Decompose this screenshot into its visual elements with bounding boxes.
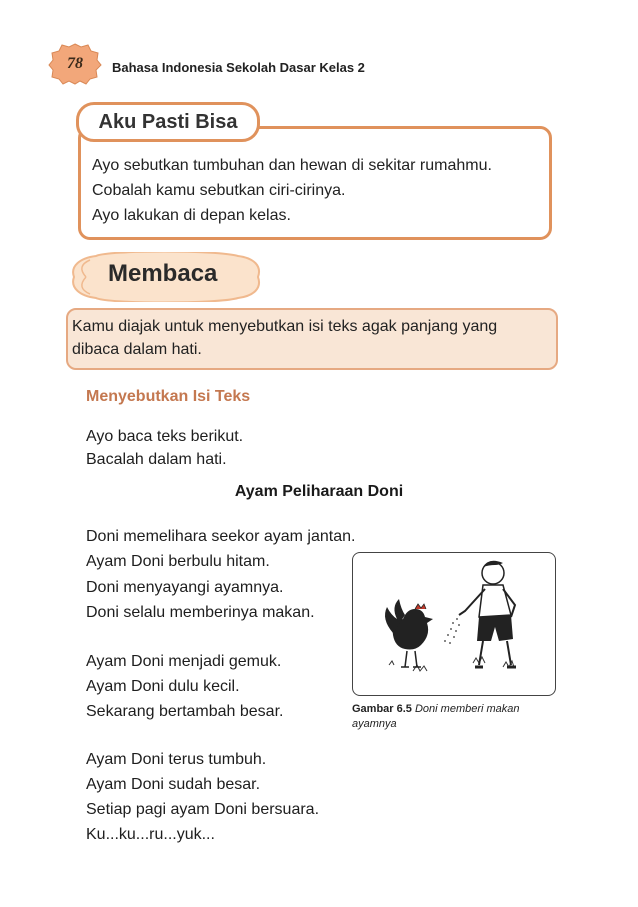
caption-label: Gambar 6.5 [352,703,412,715]
figure-caption [352,703,520,715]
story-line: Ayam Doni terus tumbuh. [86,751,267,768]
story-line: Doni menyayangi ayamnya. [86,579,284,596]
story-line: Ayam Doni dulu kecil. [86,678,240,695]
instruction-line: Ayo baca teks berikut. [86,428,244,445]
story-line: Ayam Doni menjadi gemuk. [86,653,282,670]
story-line: Sekarang bertambah besar. [86,703,284,720]
story-line: Ku...ku...ru...yuk... [86,826,215,843]
story-line: Setiap pagi ayam Doni bersuara. [86,801,320,818]
apb-line: Ayo sebutkan tumbuhan dan hewan di sekitar rumahmu. [92,157,492,174]
story-title: Ayam Peliharaan Doni [234,483,404,500]
page-number-badge [48,42,102,86]
membaca-badge [68,252,264,302]
apb-line: Cobalah kamu sebutkan ciri-cirinya. [92,182,346,199]
apb-line: Ayo lakukan di depan kelas. [92,207,291,224]
story-line: Ayam Doni berbulu hitam. [86,553,270,570]
book-title: Bahasa Indonesia Sekolah Dasar Kelas 2 [112,60,365,75]
aku-pasti-bisa-label: Aku Pasti Bisa [76,102,260,142]
boy-feeding-rooster-icon [353,553,556,696]
section-heading: Menyebutkan Isi Teks [86,388,251,405]
membaca-label: Membaca [108,260,218,287]
intro-line: Kamu diajak untuk menyebutkan isi teks agak panjang yang [72,318,498,335]
caption-text-line2: ayamnya [352,718,397,730]
story-line: Doni selalu memberinya makan. [86,604,315,621]
intro-line: dibaca dalam hati. [72,341,202,358]
caption-text: Doni memberi makan [414,703,520,715]
instruction-line: Bacalah dalam hati. [86,451,227,468]
story-line: Doni memelihara seekor ayam jantan. [86,528,356,545]
figure-illustration [352,552,556,696]
page-number: 78 [67,55,83,72]
story-line: Ayam Doni sudah besar. [86,776,261,793]
